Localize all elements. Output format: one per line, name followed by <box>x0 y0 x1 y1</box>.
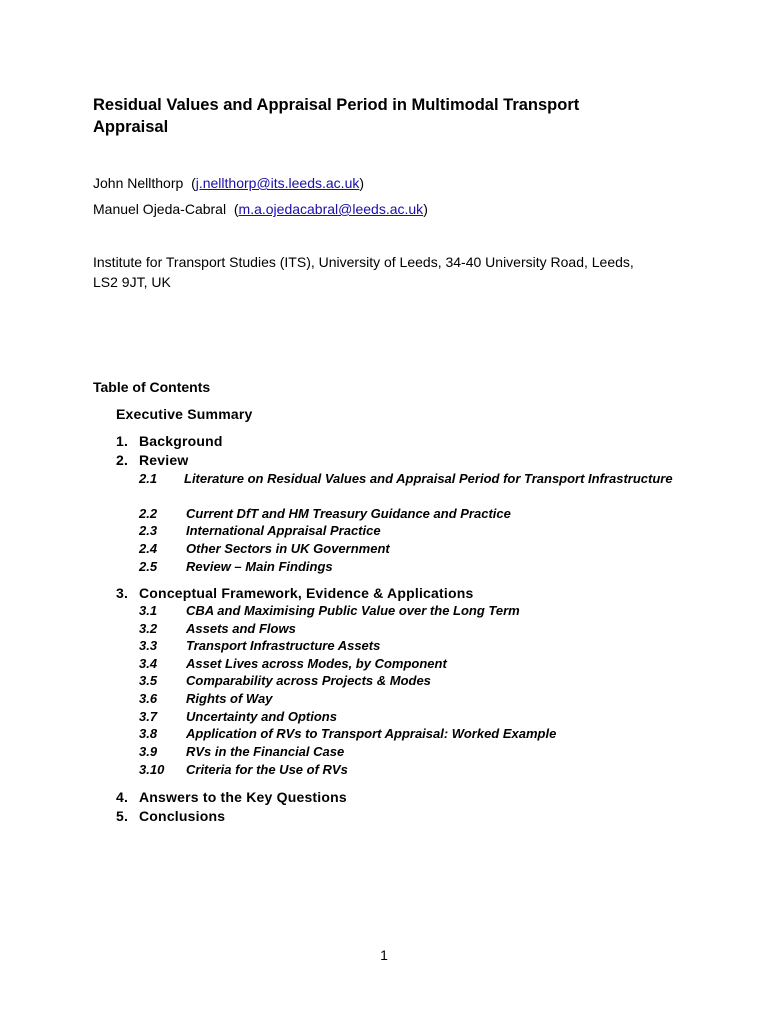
toc-subsection-3-3[interactable] <box>139 637 380 655</box>
toc-subsection-3-1[interactable] <box>139 602 520 620</box>
subsection-label: Transport Infrastructure Assets <box>186 638 381 653</box>
document-title: Residual Values and Appraisal Period in Multimodal Transport Appraisal <box>93 96 580 136</box>
section-number: 3. <box>116 585 129 601</box>
toc-subsection-2-5[interactable] <box>139 558 333 576</box>
author-email-link[interactable]: m.a.ojedacabral@leeds.ac.uk <box>238 201 424 217</box>
page-number: 1 <box>380 947 388 963</box>
subsection-number: 2.3 <box>139 523 158 538</box>
toc-subsection-3-8[interactable] <box>139 725 556 743</box>
subsection-number: 3.7 <box>139 709 158 724</box>
subsection-number: 3.1 <box>139 603 158 618</box>
subsection-label: Criteria for the Use of RVs <box>186 762 348 777</box>
subsection-label: Literature on Residual Values and Appraisal Period for Transport Infrastructure <box>184 471 673 486</box>
section-label: Conclusions <box>139 808 226 824</box>
toc-section-4[interactable] <box>116 788 347 806</box>
toc-section-5[interactable] <box>116 807 225 825</box>
subsection-label: Uncertainty and Options <box>186 709 337 724</box>
toc-subsection-3-5[interactable] <box>139 672 431 690</box>
subsection-number: 2.1 <box>139 471 158 486</box>
subsection-label: Other Sectors in UK Government <box>186 541 390 556</box>
subsection-number: 3.10 <box>139 762 165 777</box>
toc-section-3[interactable] <box>116 584 473 602</box>
subsection-number: 3.5 <box>139 673 158 688</box>
section-label: Background <box>139 433 223 449</box>
section-number: 2. <box>116 452 129 468</box>
author-line-ojeda-cabral <box>93 200 428 218</box>
paren-open: ( <box>191 175 196 191</box>
subsection-number: 3.4 <box>139 656 158 671</box>
toc-subsection-3-4[interactable] <box>139 655 447 673</box>
subsection-number: 3.9 <box>139 744 158 759</box>
toc-subsection-3-9[interactable] <box>139 743 344 761</box>
toc-subsection-2-1[interactable] <box>139 470 677 488</box>
paren-close: ) <box>359 175 365 191</box>
subsection-label: Application of RVs to Transport Appraisal: Worked Example <box>186 726 557 741</box>
subsection-number: 3.2 <box>139 621 158 636</box>
subsection-label: Asset Lives across Modes, by Component <box>186 656 447 671</box>
toc-executive-summary[interactable]: Executive Summary <box>116 406 253 422</box>
subsection-label: Current DfT and HM Treasury Guidance and Practice <box>186 506 511 521</box>
author-email-link[interactable]: j.nellthorp@its.leeds.ac.uk <box>195 175 360 191</box>
toc-subsection-2-3[interactable] <box>139 522 381 540</box>
subsection-number: 3.6 <box>139 691 158 706</box>
subsection-number: 3.8 <box>139 726 158 741</box>
toc-section-1[interactable] <box>116 432 223 450</box>
author-line-nellthorp <box>93 174 364 192</box>
section-number: 4. <box>116 789 129 805</box>
subsection-number: 2.2 <box>139 506 158 521</box>
toc-subsection-2-4[interactable] <box>139 540 390 558</box>
subsection-label: International Appraisal Practice <box>186 523 381 538</box>
toc-section-2[interactable] <box>116 451 188 469</box>
paren-open: ( <box>233 201 239 217</box>
subsection-number: 2.5 <box>139 559 158 574</box>
toc-subsection-3-2[interactable] <box>139 620 296 638</box>
toc-subsection-3-10[interactable] <box>139 761 348 779</box>
subsection-number: 2.4 <box>139 541 158 556</box>
paren-close: ) <box>423 201 428 217</box>
subsection-label: Rights of Way <box>186 691 273 706</box>
subsection-label: Review – Main Findings <box>186 559 333 574</box>
author-name: John Nellthorp <box>93 175 184 191</box>
institution-address: Institute for Transport Studies (ITS), University of Leeds, 34-40 University Road, Leeds, LS2 9JT, UK <box>93 254 634 290</box>
subsection-label: Assets and Flows <box>186 621 296 636</box>
author-name: Manuel Ojeda-Cabral <box>93 201 227 217</box>
toc-subsection-3-7[interactable] <box>139 708 337 726</box>
section-label: Review <box>139 452 189 468</box>
subsection-label: CBA and Maximising Public Value over the Long Term <box>186 603 520 618</box>
toc-heading: Table of Contents <box>93 379 211 395</box>
toc-subsection-2-2[interactable] <box>139 505 511 523</box>
subsection-label: RVs in the Financial Case <box>186 744 345 759</box>
section-label: Conceptual Framework, Evidence & Applications <box>139 585 474 601</box>
section-number: 1. <box>116 433 129 449</box>
toc-subsection-3-6[interactable] <box>139 690 272 708</box>
section-label: Answers to the Key Questions <box>139 789 347 805</box>
section-number: 5. <box>116 808 129 824</box>
subsection-number: 3.3 <box>139 638 158 653</box>
subsection-label: Comparability across Projects & Modes <box>186 673 431 688</box>
